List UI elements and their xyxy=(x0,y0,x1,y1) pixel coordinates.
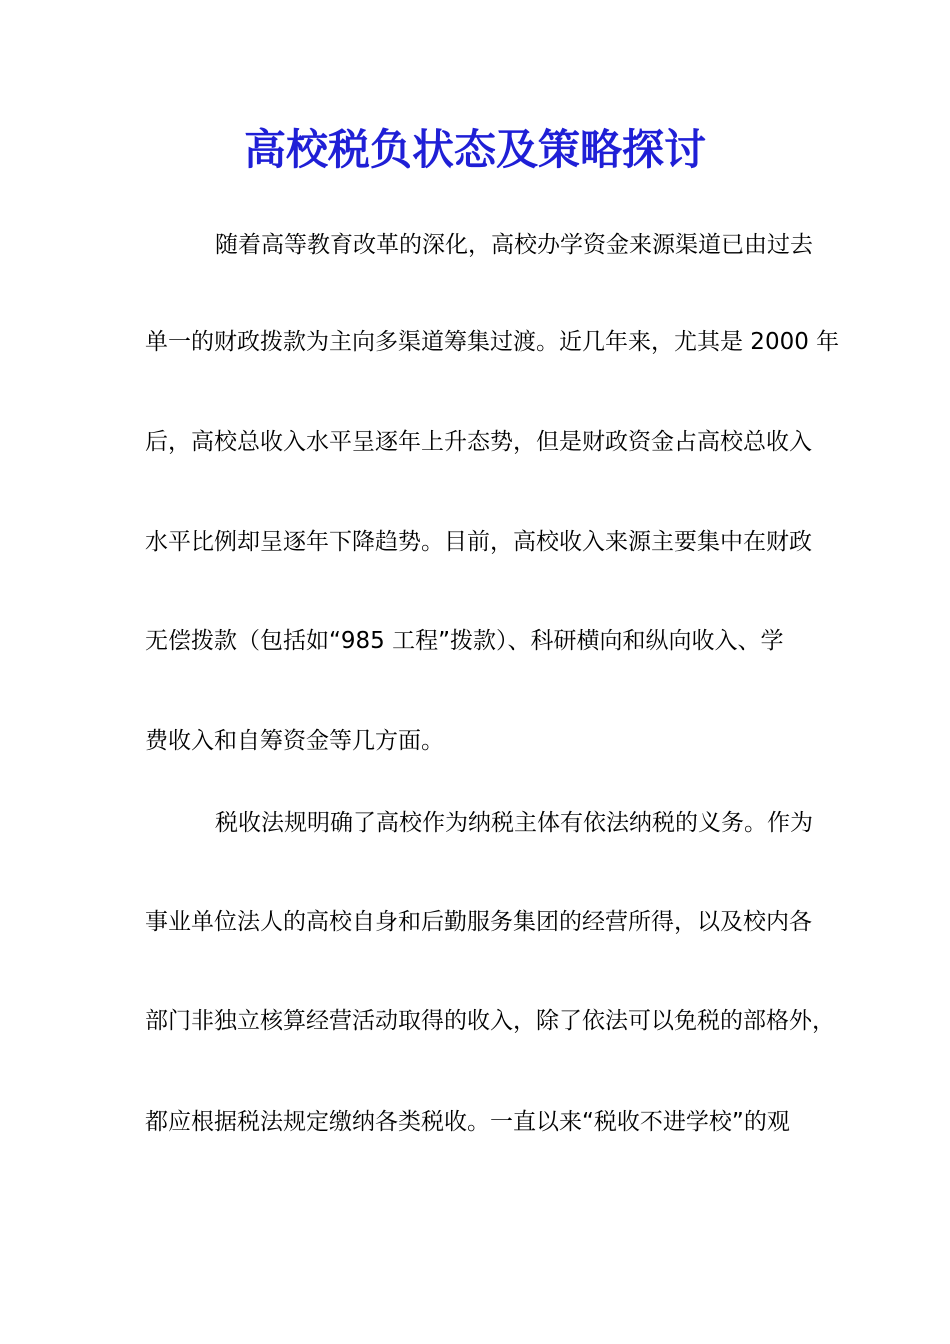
paragraph-line: 水平比例却呈逐年下降趋势。目前，高校收入来源主要集中在财政 xyxy=(145,529,812,555)
paragraph-line: 无偿拨款（包括如“985 工程”拨款）、科研横向和纵向收入、学 xyxy=(145,628,784,654)
paragraph-line: 后，高校总收入水平呈逐年上升态势，但是财政资金占高校总收入 xyxy=(145,429,812,455)
paragraph-line: 事业单位法人的高校自身和后勤服务集团的经营所得，以及校内各 xyxy=(145,909,812,935)
paragraph-line: 随着高等教育改革的深化，高校办学资金来源渠道已由过去 xyxy=(215,232,813,258)
paragraph-line: 税收法规明确了高校作为纳税主体有依法纳税的义务。作为 xyxy=(215,810,813,836)
paragraph-line: 费收入和自筹资金等几方面。 xyxy=(145,728,444,754)
paragraph-line: 单一的财政拨款为主向多渠道筹集过渡。近几年来，尤其是 2000 年 xyxy=(145,329,840,355)
paragraph-line: 部门非独立核算经营活动取得的收入，除了依法可以免税的部格外， xyxy=(145,1008,835,1034)
document-title: 高校税负状态及策略探讨 xyxy=(243,125,706,174)
paragraph-line: 都应根据税法规定缴纳各类税收。一直以来“税收不进学校”的观 xyxy=(145,1109,790,1135)
